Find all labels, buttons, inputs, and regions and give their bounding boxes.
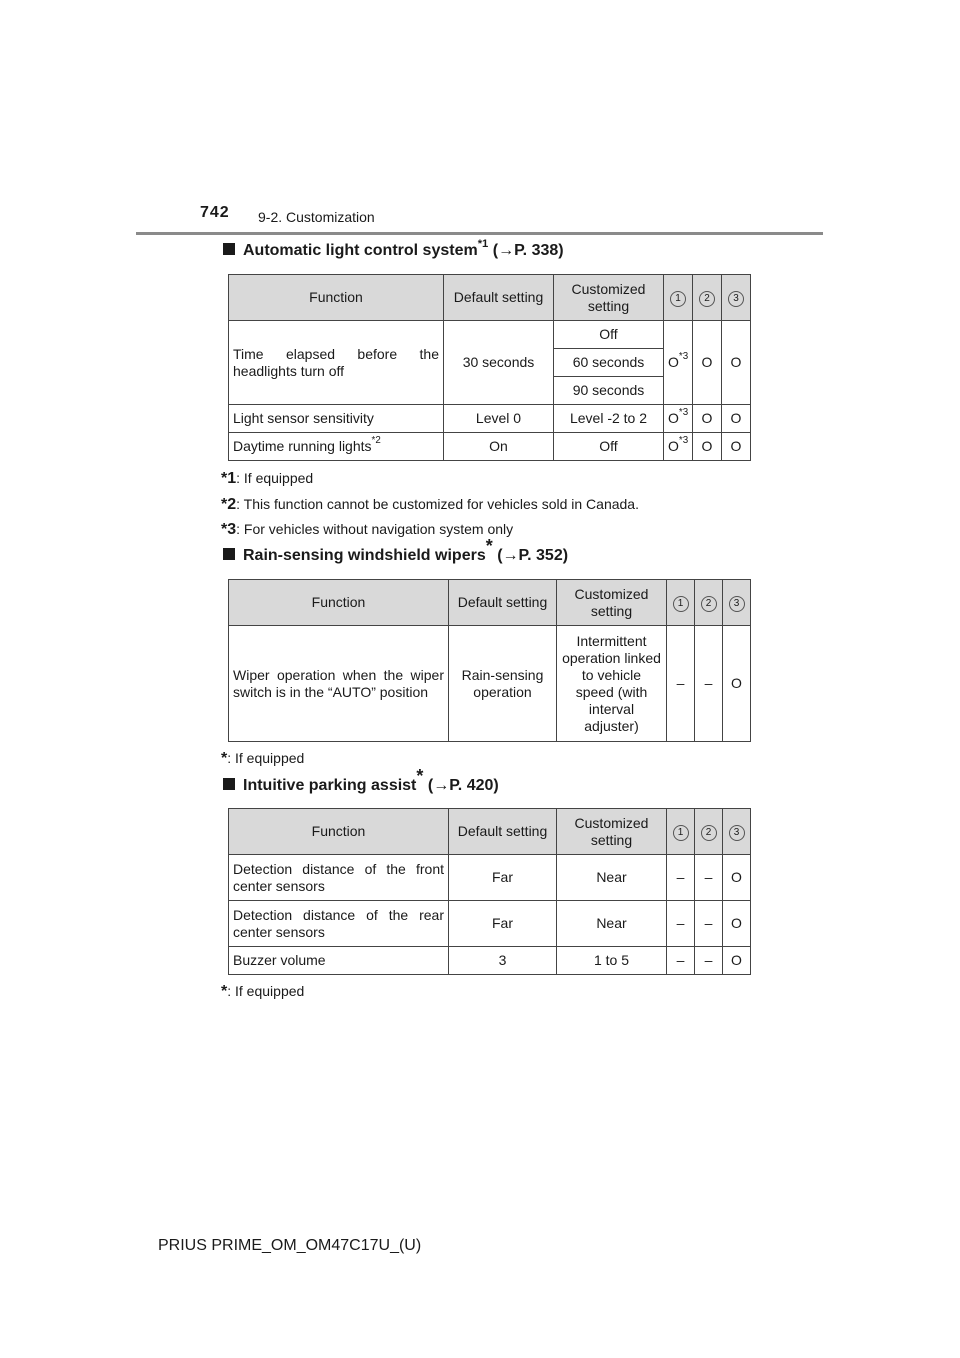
footnote-parking: *: If equipped <box>221 983 305 1000</box>
cell-c2: – <box>695 855 723 901</box>
cell-default: Far <box>449 901 557 947</box>
page-number: 742 <box>200 204 230 221</box>
cell-c2: – <box>695 626 723 742</box>
cell-customized: 1 to 5 <box>557 947 667 975</box>
circled-3-icon: 3 <box>729 825 745 841</box>
wipers-table <box>228 579 751 742</box>
cell-customized: Near <box>557 855 667 901</box>
table-row <box>229 901 751 947</box>
light-control-table <box>228 274 751 461</box>
circled-2-icon: 2 <box>701 825 717 841</box>
cell-default: Rain-sensing operation <box>449 626 557 742</box>
cell-c2: O <box>693 405 722 433</box>
cell-c1: $O^{*3}$ <box>664 405 693 433</box>
heading-parking-assist: Intuitive parking assist* (→P. 420) <box>223 777 499 795</box>
cell-default: Far <box>449 855 557 901</box>
cell-c3: O <box>722 405 751 433</box>
cell-option: 60 seconds <box>554 349 664 377</box>
cell-c1: – <box>667 855 695 901</box>
cell-c1: – <box>667 626 695 742</box>
cell-option: Off <box>554 321 664 349</box>
parking-assist-table <box>228 808 751 975</box>
section-title: 9-2. Customization <box>258 209 375 225</box>
circled-2-icon: 2 <box>699 291 715 307</box>
table-row <box>229 405 751 433</box>
cell-function: Wiper operation when the wiper switch is in the “AUTO” position <box>229 626 449 742</box>
square-bullet-icon <box>223 548 235 560</box>
table-row <box>229 321 751 349</box>
cell-function: Daytime running lights$^{*2}$ <box>229 433 444 461</box>
table-row <box>229 433 751 461</box>
circled-1-icon: 1 <box>673 825 689 841</box>
cell-function: Buzzer volume <box>229 947 449 975</box>
cell-option: 90 seconds <box>554 377 664 405</box>
footnote-2: *2: This function cannot be customized for vehicles sold in Canada. <box>221 496 639 513</box>
cell-c3: O <box>723 901 751 947</box>
cell-c1: – <box>667 947 695 975</box>
cell-c3: O <box>723 626 751 742</box>
heading-rain-sensing-wipers: Rain-sensing windshield wipers* (→P. 352) <box>223 547 568 565</box>
cell-c3: O <box>722 321 751 405</box>
cell-c1: $O^{*3}$ <box>664 321 693 405</box>
col-default: Default setting <box>444 275 554 321</box>
cell-c2: O <box>693 433 722 461</box>
header-row <box>229 809 751 855</box>
circled-1-icon: 1 <box>670 291 686 307</box>
circled-3-icon: 3 <box>728 291 744 307</box>
table-row <box>229 855 751 901</box>
footnote-3: *3: For vehicles without navigation system only <box>221 521 514 538</box>
circled-3-icon: 3 <box>729 596 745 612</box>
col-function: Function <box>229 580 449 626</box>
footnote-1: *1: If equipped <box>221 470 314 487</box>
footnote-wipers: *: If equipped <box>221 750 305 767</box>
cell-customized: Off <box>554 433 664 461</box>
cell-c2: O <box>693 321 722 405</box>
header-rule <box>136 232 823 235</box>
circled-2-icon: 2 <box>701 596 717 612</box>
cell-c3: O <box>723 855 751 901</box>
cell-default: 3 <box>449 947 557 975</box>
header-row <box>229 580 751 626</box>
square-bullet-icon <box>223 243 235 255</box>
cell-customized: Level -2 to 2 <box>554 405 664 433</box>
cell-c3: O <box>722 433 751 461</box>
cell-function: Light sensor sensitivity <box>229 405 444 433</box>
col-customized: Customized setting <box>557 580 667 626</box>
col-function: Function <box>229 809 449 855</box>
header-row <box>229 275 751 321</box>
cell-customized: Intermittent operation linked to vehicle speed (with interval adjuster) <box>557 626 667 742</box>
cell-function: Time elapsed before the headlights turn off <box>229 321 444 405</box>
col-default: Default setting <box>449 580 557 626</box>
cell-c2: – <box>695 947 723 975</box>
cell-default: Level 0 <box>444 405 554 433</box>
col-function: Function <box>229 275 444 321</box>
cell-function: Detection distance of the front center sensors <box>229 855 449 901</box>
table-row <box>229 626 751 742</box>
col-customized: Customized setting <box>554 275 664 321</box>
cell-function: Detection distance of the rear center sensors <box>229 901 449 947</box>
heading-automatic-light-control: Automatic light control system$^{*1}$ (→P. 338) <box>223 242 564 260</box>
cell-customized: Near <box>557 901 667 947</box>
cell-c3: O <box>723 947 751 975</box>
square-bullet-icon <box>223 778 235 790</box>
table-row <box>229 947 751 975</box>
cell-c1: – <box>667 901 695 947</box>
cell-default: On <box>444 433 554 461</box>
cell-default: 30 seconds <box>444 321 554 405</box>
circled-1-icon: 1 <box>673 596 689 612</box>
col-default: Default setting <box>449 809 557 855</box>
col-customized: Customized setting <box>557 809 667 855</box>
cell-c2: – <box>695 901 723 947</box>
footer-doc-id: PRIUS PRIME_OM_OM47C17U_(U) <box>158 1237 422 1254</box>
cell-c1: $O^{*3}$ <box>664 433 693 461</box>
